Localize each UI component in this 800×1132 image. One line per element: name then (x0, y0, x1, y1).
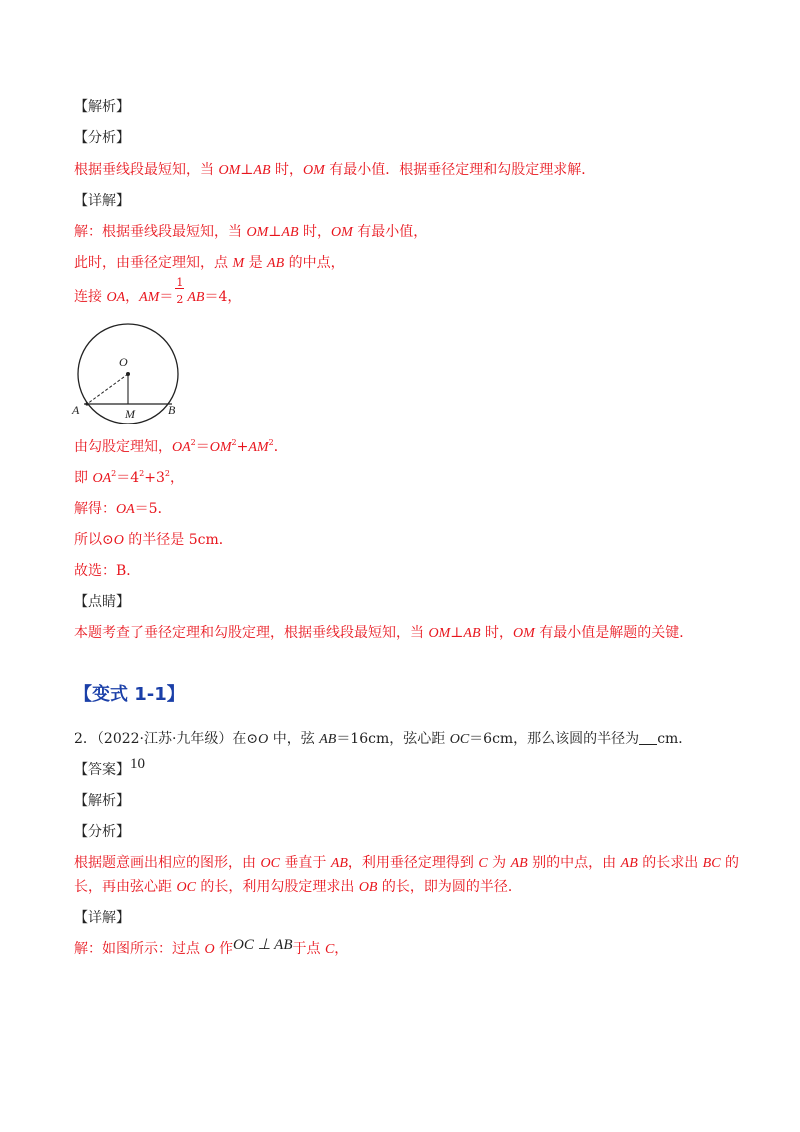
label-m: M (125, 407, 135, 421)
fenxi-label: 【分析】 (74, 130, 130, 146)
xiangjie-label: 【详解】 (74, 193, 130, 209)
fenxi-text: 根据垂线段最短知，当 OM⊥AB 时，OM 有最小值．根据垂径定理和勾股定理求解． (74, 162, 596, 178)
dianjing-text: 本题考查了垂径定理和勾股定理，根据垂线段最短知，当 OM⊥AB 时，OM 有最小值是解题的关键． (74, 625, 694, 641)
q-xiangjie-line-1: 解：如图所示：过点 O 作OC ⊥ AB于点 C， (74, 937, 349, 957)
point-o (126, 372, 130, 376)
question-text: 2．（2022·江苏·九年级）在⊙O 中，弦 AB＝16cm，弦心距 OC＝6cm，那么该圆的半径为 cm． (74, 731, 693, 747)
point-a (85, 402, 88, 405)
daan-label: 【答案】 (74, 762, 130, 778)
solution-line-5: 即 $OA^2=4^2+3^2$， (74, 469, 184, 486)
label-o: O (119, 355, 128, 369)
label-a: A (72, 403, 80, 417)
jiexi-label: 【解析】 (74, 99, 130, 115)
solution-line-8: 故选：B． (74, 563, 141, 579)
variant-heading: 【变式 1-1】 (74, 684, 185, 705)
solution-line-2: 此时，由垂径定理知，点 M 是 AB 的中点， (74, 255, 345, 271)
q-fenxi-line-2: 长，再由弦心距 OC 的长，利用勾股定理求出 OB 的长，即为圆的半径． (74, 879, 522, 895)
answer-value: 10 (130, 756, 145, 772)
solution-line-6: 解得：OA＝5． (74, 501, 172, 517)
solution-line-1: 解：根据垂线段最短知，当 OM⊥AB 时，OM 有最小值， (74, 224, 428, 240)
fraction-one-half: $\frac{1}{2}$ (176, 276, 184, 306)
dianjing-label: 【点睛】 (74, 594, 130, 610)
circle-figure (68, 318, 188, 424)
q-xiangjie-label: 【详解】 (74, 910, 130, 926)
segment-oa-dashed (87, 374, 128, 404)
q-jiexi-label: 【解析】 (74, 793, 130, 809)
q-fenxi-label: 【分析】 (74, 824, 130, 840)
answer-blank (639, 730, 657, 745)
answer-line (74, 756, 145, 780)
label-b: B (168, 403, 176, 417)
q-fenxi-line-1: 根据题意画出相应的图形，由 OC 垂直于 AB，利用垂径定理得到 C 为 AB 别的中点，由 AB 的长求出 BC 的 (74, 855, 739, 871)
solution-line-3: 连接 OA，AM＝ $\frac{1}{2}$ AB＝4， (74, 276, 242, 306)
solution-line-7: 所以⊙O 的半径是 5cm． (74, 532, 233, 548)
solution-line-4: 由勾股定理知，$OA^2=OM^2+AM^2$． (74, 438, 288, 455)
oc-perp-ab-formula: OC ⊥ AB (233, 937, 293, 953)
